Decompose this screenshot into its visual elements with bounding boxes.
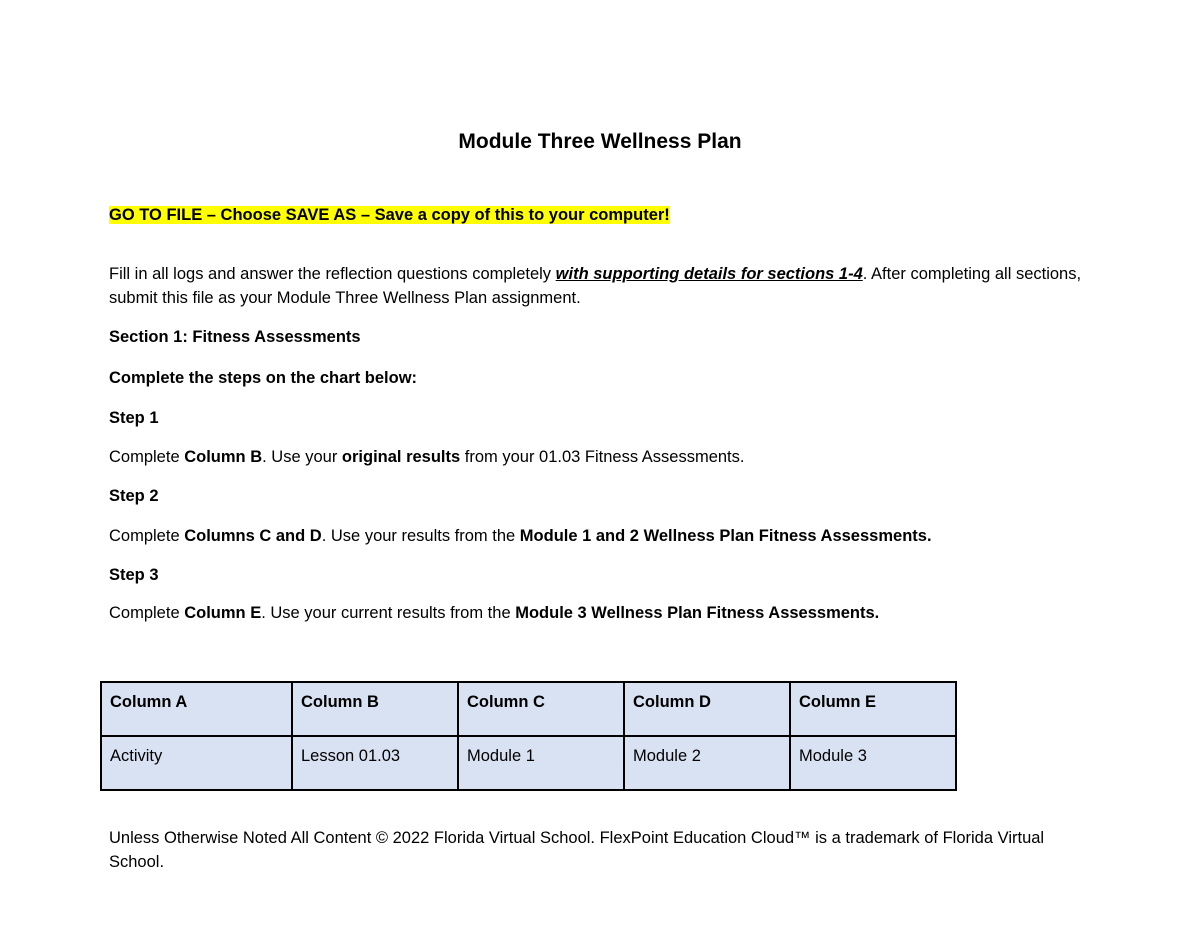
table-row <box>101 736 956 790</box>
intro-emphasis: with supporting details for sections 1-4 <box>555 265 863 283</box>
step-text: . Use your <box>262 448 342 466</box>
page-title: Module Three Wellness Plan <box>458 130 742 153</box>
step-text: . Use your results from the <box>321 527 520 545</box>
table-header-row <box>101 682 956 736</box>
table-cell: Module 2 <box>624 736 790 790</box>
table-cell: Module 1 <box>458 736 624 790</box>
table-cell: Lesson 01.03 <box>292 736 458 790</box>
intro-paragraph <box>109 262 1099 310</box>
step-bold: Column E <box>184 604 262 622</box>
fitness-assessment-table <box>100 681 957 791</box>
step-bold: Module 1 and 2 Wellness Plan Fitness Assessments. <box>519 527 932 545</box>
step-text: Complete <box>109 527 185 545</box>
table-header-cell: Column E <box>790 682 956 736</box>
step-3-text <box>109 601 1099 625</box>
table-header-cell: Column B <box>292 682 458 736</box>
step-bold: Column B <box>184 448 263 466</box>
highlighted-instruction: GO TO FILE – Choose SAVE AS – Save a copy of this to your computer! <box>109 206 670 224</box>
step-2-label: Step 2 <box>109 487 159 505</box>
step-1-label: Step 1 <box>109 409 159 427</box>
section-heading: Section 1: Fitness Assessments <box>109 328 361 346</box>
table-header-cell: Column C <box>458 682 624 736</box>
step-text: Complete <box>109 448 185 466</box>
step-text: Complete <box>109 604 185 622</box>
copyright-footer: Unless Otherwise Noted All Content © 2022 Florida Virtual School. FlexPoint Education Cloud™ is a trademark of Florida Virtual School. <box>109 829 1045 871</box>
step-bold: original results <box>341 448 461 466</box>
table-header-cell: Column A <box>101 682 292 736</box>
step-1-text <box>109 445 1099 469</box>
chart-instruction: Complete the steps on the chart below: <box>109 369 418 387</box>
step-3-label: Step 3 <box>109 566 159 584</box>
step-bold: Module 3 Wellness Plan Fitness Assessments. <box>515 604 880 622</box>
intro-text-1: Fill in all logs and answer the reflection questions completely <box>109 265 556 283</box>
step-2-text <box>109 524 1099 548</box>
table-cell: Activity <box>101 736 292 790</box>
table-cell: Module 3 <box>790 736 956 790</box>
save-instruction <box>109 203 1099 227</box>
table-header-cell: Column D <box>624 682 790 736</box>
step-text: . Use your current results from the <box>261 604 516 622</box>
step-bold: Columns C and D <box>184 527 322 545</box>
intro-text-2: . After completing all sections, submit this file as your Module Three Wellness Plan assignment. <box>109 265 1082 307</box>
step-text: from your 01.03 Fitness Assessments. <box>460 448 745 466</box>
